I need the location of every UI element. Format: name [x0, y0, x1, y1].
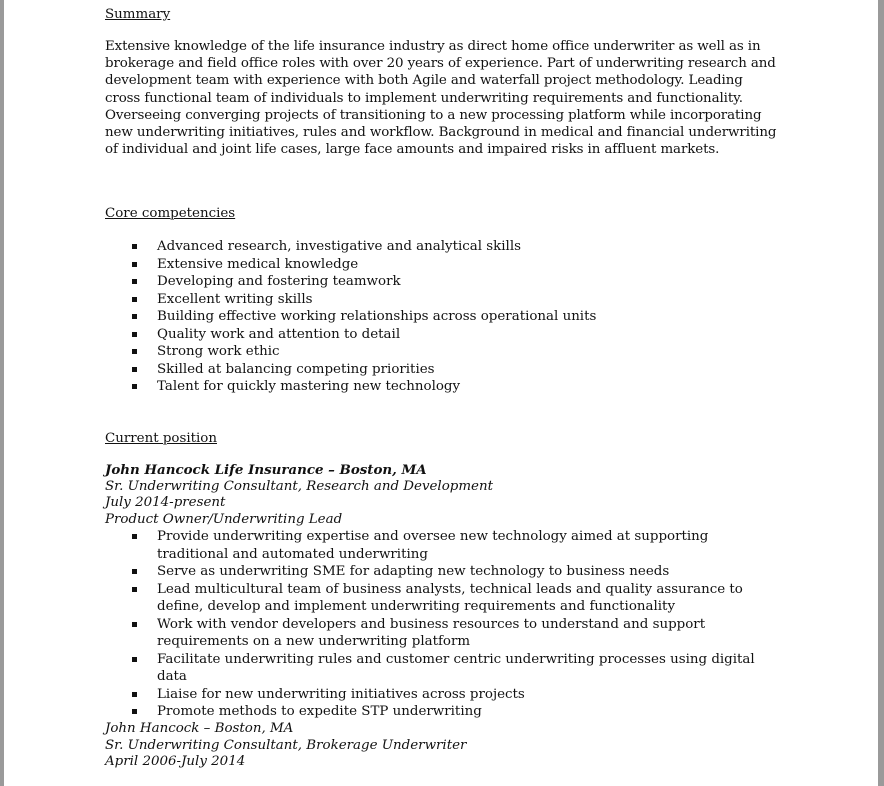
competency-text: Strong work ethic [157, 344, 280, 359]
bullet-square-icon [132, 367, 137, 372]
bullet-square-icon [132, 384, 137, 389]
bullet-square-icon [132, 332, 137, 337]
bullet-square-icon [132, 692, 137, 697]
bullet-square-icon [132, 279, 137, 284]
bullet-square-icon [132, 297, 137, 302]
competencies-list [105, 238, 785, 396]
list-item [105, 361, 785, 379]
current-job-block [105, 462, 785, 721]
list-item [105, 256, 785, 274]
competency-text: Developing and fostering teamwork [157, 274, 401, 289]
bullet-square-icon [132, 314, 137, 319]
previous-job-block [105, 721, 785, 771]
document-page [4, 0, 878, 786]
summary-text: Extensive knowledge of the life insurance industry as direct home office underwriter as well as in brokerage and field office roles with over 20 years of experience. Part of underwriting research and development team with experience with both Agile and waterfall project methodology. Leading cross functional team of individuals to implement underwriting requirements and functionality. Overseeing converging projects of transitioning to a new processing platform while incorporating new underwriting initiatives, rules and workflow. Background in medical and financial underwriting of individual and joint life cases, large face amounts and impaired risks in affluent markets. [105, 39, 777, 158]
duty-text: Lead multicultural team of business analysts, technical leads and quality assurance to define, develop and implement underwriting requirements and functionality [157, 581, 743, 615]
duty-text: Promote methods to expedite STP underwriting [157, 704, 482, 720]
current-job-title: Sr. Underwriting Consultant, Research and Development [105, 478, 493, 494]
list-item [105, 528, 770, 563]
list-item [105, 703, 770, 721]
list-item [105, 616, 770, 651]
bullet-square-icon [132, 657, 137, 662]
duty-text: Serve as underwriting SME for adapting new technology to business needs [157, 564, 670, 580]
previous-company: John Hancock – Boston, MA [105, 721, 294, 736]
bullet-square-icon [132, 534, 137, 539]
bullet-square-icon [132, 262, 137, 267]
list-item [105, 343, 785, 361]
previous-job-dates: April 2006-July 2014 [105, 754, 246, 770]
bullet-square-icon [132, 709, 137, 714]
competency-text: Building effective working relationships across operational units [157, 309, 597, 324]
list-item [105, 563, 770, 581]
duty-text: Provide underwriting expertise and oversee new technology aimed at supporting traditional and automated underwriting [157, 529, 709, 562]
current-job-role: Product Owner/Underwriting Lead [105, 511, 343, 527]
bullet-square-icon [132, 244, 137, 249]
bullet-square-icon [132, 587, 137, 592]
list-item [105, 291, 785, 309]
competency-text: Extensive medical knowledge [157, 256, 359, 272]
summary-heading: Summary [105, 7, 171, 22]
list-item [105, 238, 785, 256]
duty-text: Liaise for new underwriting initiatives across projects [157, 686, 525, 702]
list-item [105, 326, 785, 344]
duty-text: Work with vendor developers and business resources to understand and support requirements on a new underwriting platform [157, 616, 706, 650]
current-company: John Hancock Life Insurance – Boston, MA [105, 462, 427, 478]
bullet-square-icon [132, 622, 137, 627]
previous-job-title: Sr. Underwriting Consultant, Brokerage Underwriter [105, 737, 467, 753]
list-item [105, 581, 770, 616]
bullet-square-icon [132, 349, 137, 354]
competency-text: Skilled at balancing competing priorities [157, 361, 435, 377]
list-item [105, 686, 770, 704]
list-item [105, 308, 785, 326]
list-item [105, 378, 785, 396]
list-item [105, 273, 785, 291]
current-position-heading: Current position [105, 431, 217, 446]
list-item [105, 651, 770, 686]
bullet-square-icon [132, 569, 137, 574]
competency-text: Quality work and attention to detail [157, 326, 401, 342]
duty-text: Facilitate underwriting rules and customer centric underwriting processes using digital data [157, 651, 755, 685]
competencies-heading: Core competencies [105, 206, 236, 221]
competency-text: Excellent writing skills [157, 291, 313, 307]
competency-text: Advanced research, investigative and analytical skills [157, 239, 521, 254]
current-job-bullets [105, 528, 770, 721]
current-job-dates: July 2014-present [105, 495, 226, 511]
competency-text: Talent for quickly mastering new technology [157, 379, 461, 394]
